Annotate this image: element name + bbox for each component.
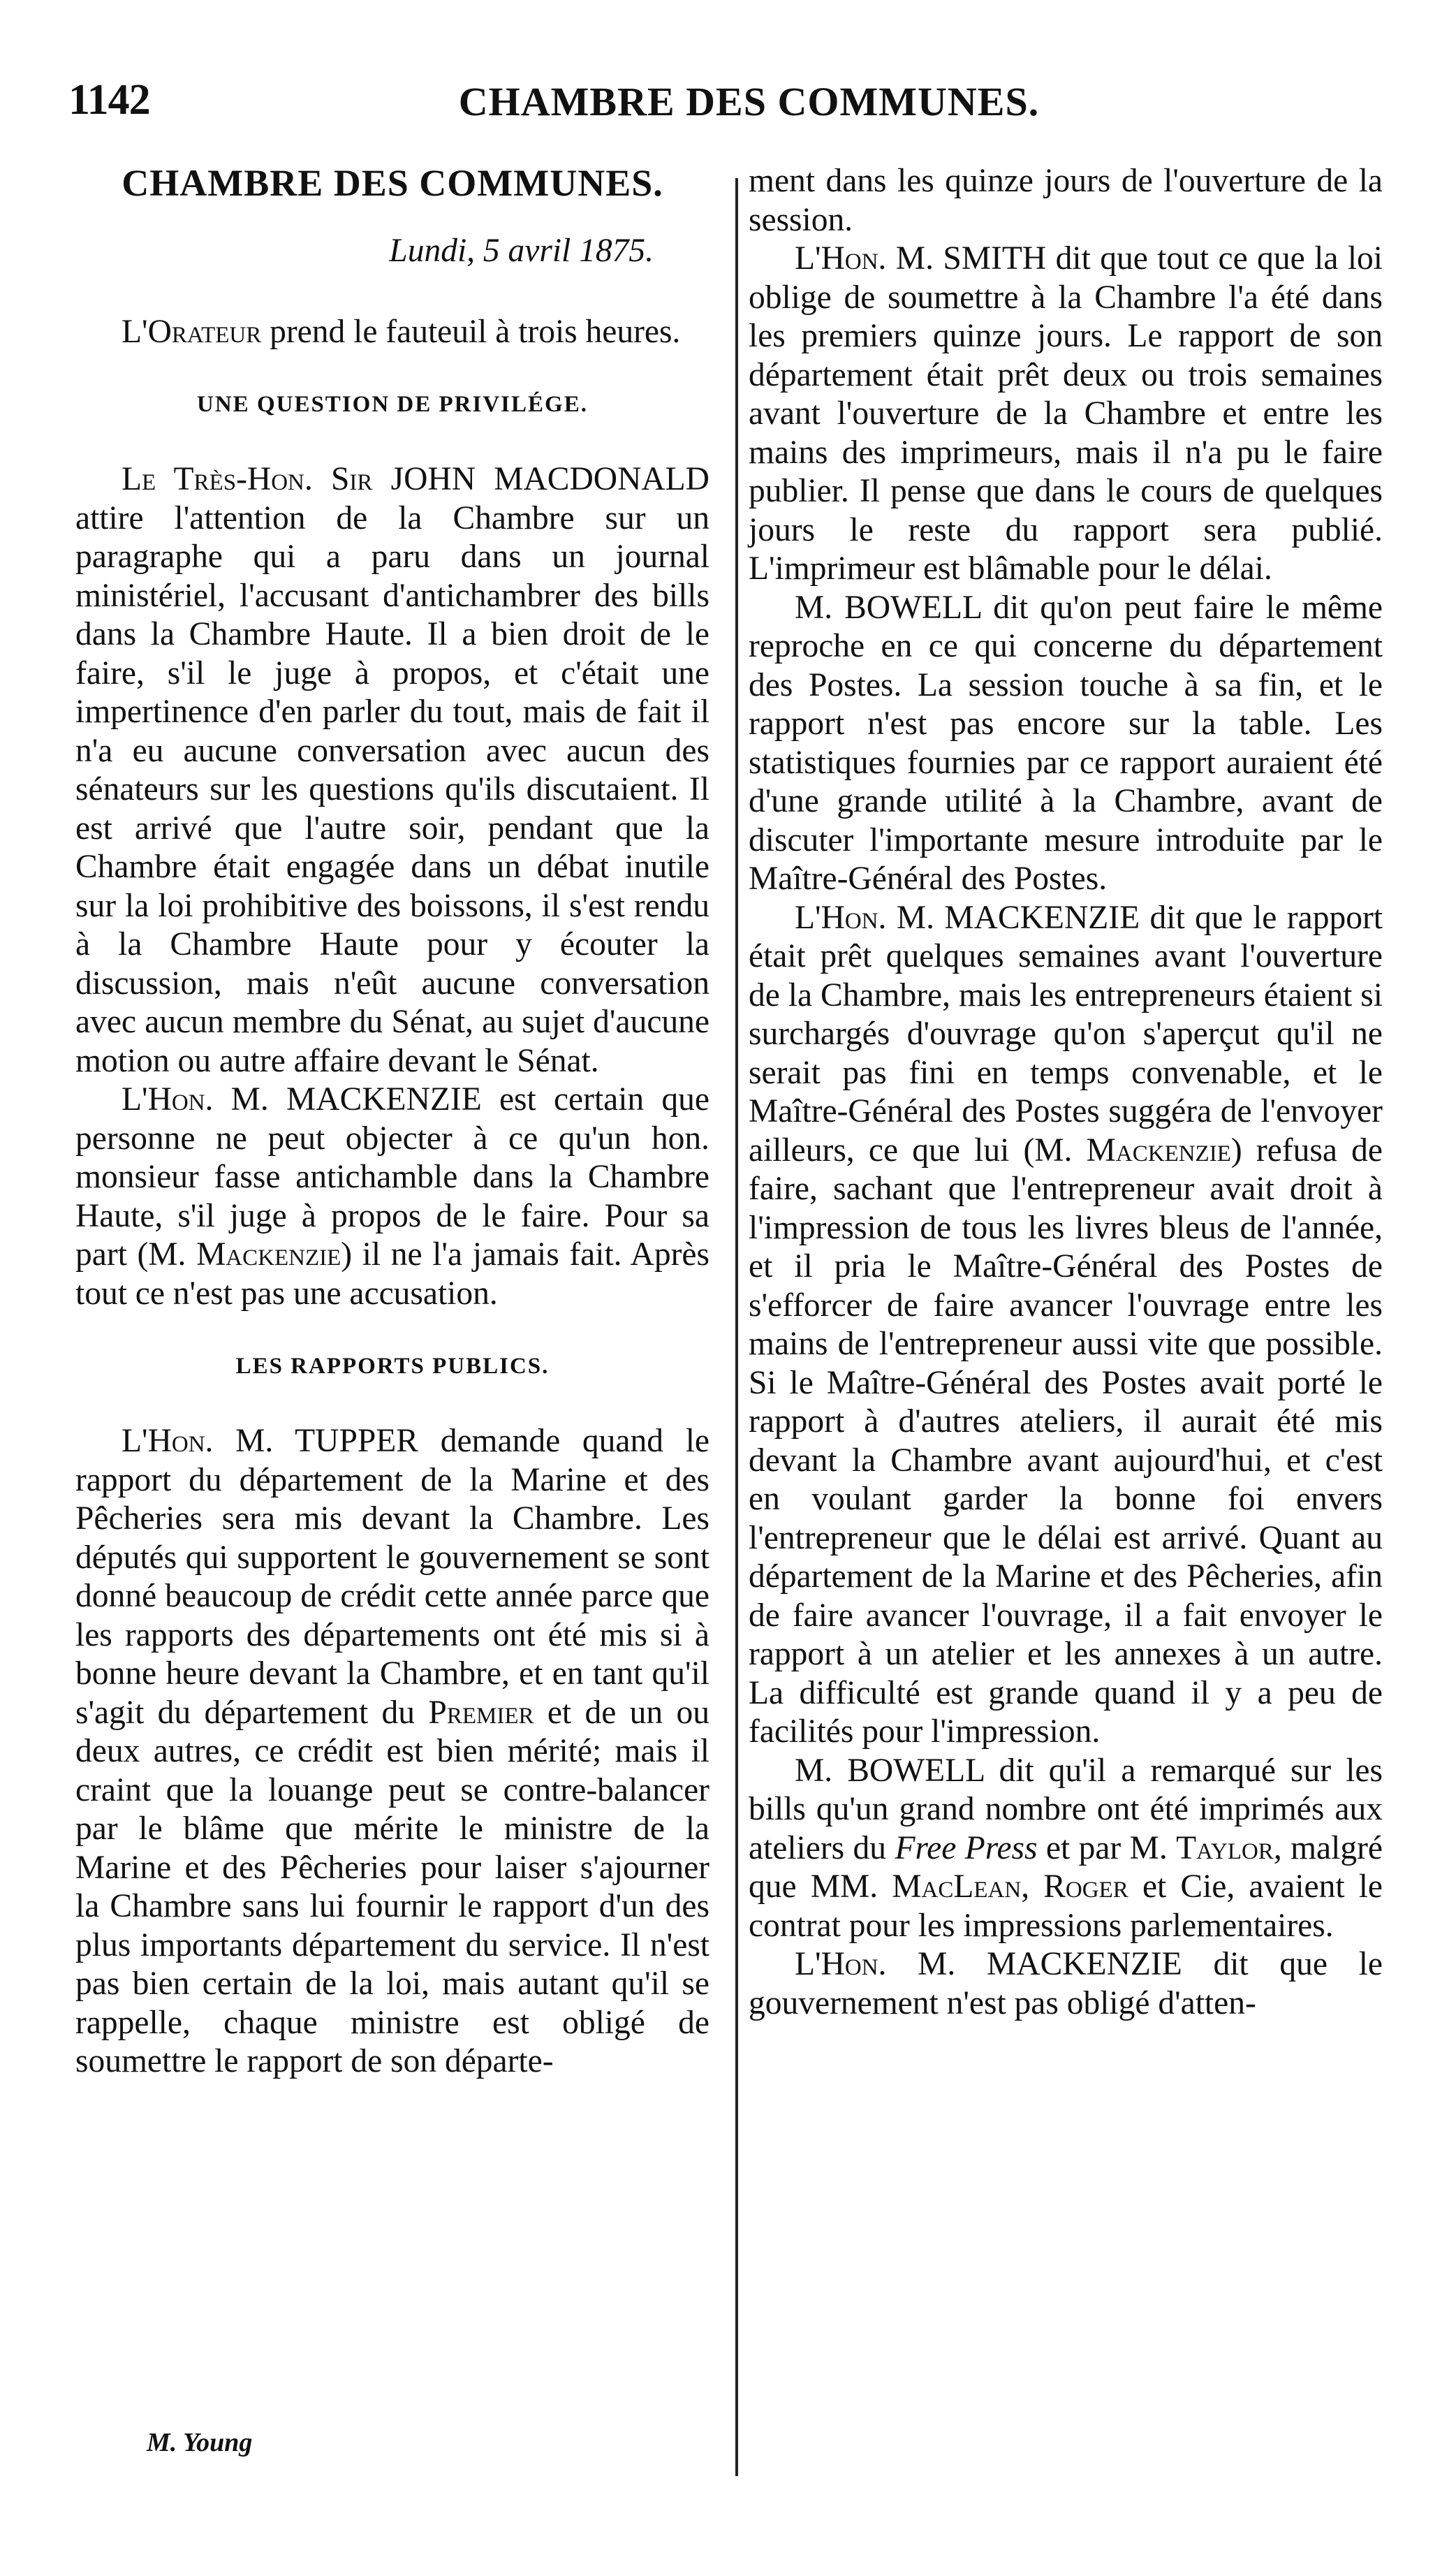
text-run: , (1021, 1868, 1044, 1905)
subhead-privilege: UNE QUESTION DE PRIVILÉGE. (197, 392, 588, 417)
speaker-title: Le Très-Hon. Sir (122, 461, 373, 497)
small-caps-name: Taylor (1176, 1829, 1274, 1866)
page-number: 1142 (68, 76, 150, 124)
section-title: CHAMBRE DES COMMUNES. (122, 162, 663, 204)
paragraph-mackenzie-3 (749, 1945, 1383, 2023)
small-caps-name: Roger (1043, 1868, 1128, 1905)
paragraph-macdonald (75, 460, 709, 1081)
text-run: et par M. (1037, 1829, 1177, 1866)
text-run: et Cie, avaient le contrat pour les impressions parlementaires. (749, 1868, 1383, 1944)
paragraph-tupper (75, 1422, 709, 2081)
text-run: L' (122, 313, 148, 350)
text-run: et de un ou deux autres, ce crédit est bien mérité; mais il craint que la louange peut se contre-balancer par le blâme que mérite le ministre de la Marine et des Pêcheries pour laiser s'ajourner la Chambre sans lui fournir le rapport d'un des plus importants département du service. Il n'est pas bien certain de la loi, mais autant qu'il se rappelle, chaque ministre est obligé de soumettre le rapport de son départe- (75, 1694, 709, 2079)
left-column (75, 162, 709, 2488)
signature-mark: M. Young (147, 2428, 253, 2457)
text-run: MACKENZIE dit que le rapport était prêt quelques semaines avant l'ouverture de la Chambre, mais les entrepreneurs étaient si surchargés d'ouvrage qu'on s'aperçut qu'il ne serait pas fini en temps convenable, et le Maître-Général des Postes suggéra de l'envoyer ailleurs, ce que lui (M. (749, 899, 1383, 1169)
speaker-title: L'Hon. M. (122, 1081, 269, 1118)
paragraph-bowell-2 (749, 1752, 1383, 1946)
text-run: attire l'attention de la Chambre sur un paragraphe qui a paru dans un journal ministériel, l'accusant d'antichambrer des bills dans la Chambre Haute. Il a bien droit de le faire, s'il le juge à propos, et c'était une impertinence d'en parler du tout, mais de fait il n'a eu aucune conversation avec aucun des sénateurs sur les questions qu'ils discutaient. Il est arrivé que l'autre soir, pendant que la Chambre était engagée dans un débat inutile sur la loi prohibitive des boissons, il s'est rendu à la Chambre Haute pour y écouter la discussion, mais n'eût aucune conversation avec aucun membre du Sénat, au sujet d'aucune motion ou autre affaire devant le Sénat. (75, 499, 709, 1079)
text-run: TUPPER demande quand le rapport du département de la Marine et des Pêcheries sera mis devant la Chambre. Les députés qui supportent le gouvernement se sont donné beaucoup de crédit cette année parce que les rapports des départements ont été mis si à bonne heure devant la Chambre, et en tant qu'il s'agit du département du (75, 1423, 709, 1731)
running-head: CHAMBRE DES COMMUNES. (458, 79, 1040, 124)
text-run: SMITH dit que tout ce que la loi oblige de soumettre à la Chambre l'a été dans les premiers quinze jours. Le rapport de son département était prêt deux ou trois semaines avant l'ouverture de la Chambre et entre les mains des imprimeurs, mais il n'a pu le faire publier. Il pense que dans le cours de quelques jours le reste du rapport sera publié. L'imprimeur est blâmable pour le délai. (749, 240, 1383, 587)
text-run: ) refusa de faire, sachant que l'entrepreneur avait droit à l'impression de tous les livres bleus de l'année, et il pria le Maître-Général des Postes de s'efforcer de faire avancer l'ouvrage entre les mains de l'entrepreneur aussi vite que possible. Si le Maître-Général des Postes avait porté le rapport à d'autres ateliers, il aurait été mis devant la Chambre avant aujourd'hui, et c'est en voulant garder la bonne foi envers l'entrepreneur que le délai est arrivé. Quant au département de la Marine et des Pêcheries, afin de faire avancer l'ouvrage, il a fait envoyer le rapport à un atelier et les annexes à un autre. La difficulté est grande quand il y a peu de facilités pour l'impression. (749, 1132, 1383, 1750)
paragraph-orateur (75, 313, 709, 352)
paragraph-mackenzie-2 (749, 899, 1383, 1752)
text-run: , malgré que MM. (749, 1829, 1383, 1905)
column-rule (735, 178, 738, 2476)
italic-title: Free Press (895, 1829, 1038, 1866)
right-column (749, 162, 1383, 2488)
paragraph-bowell-1: M. BOWELL dit qu'on peut faire le même reproche en ce qui concerne du département des Postes. La session touche à sa fin, et le rapport n'est pas encore sur la table. Les statistiques fournies par ce rapport auraient été d'une grande utilité à la Chambre, avant de discuter l'importante mesure introduite par le Maître-Général des Postes. (749, 589, 1383, 897)
text-run: M. BOWELL dit qu'il a remarqué sur les bills qu'un grand nombre ont été imprimés aux ateliers du (749, 1752, 1383, 1866)
small-caps-name: Mackenzie (196, 1236, 341, 1273)
text-run: MACKENZIE est certain que personne ne peut objecter à ce qu'un hon. monsieur fasse antichamble dans la Chambre Haute, s'il juge à propos de le faire. Pour sa part (M. (75, 1081, 710, 1273)
small-caps-name: MacLean (892, 1868, 1022, 1905)
paragraph-smith (749, 240, 1383, 589)
speaker-title: L'Hon. M. (795, 1946, 956, 1982)
speaker-title: L'Hon. M. (795, 899, 934, 936)
paragraph-mackenzie-1 (75, 1081, 709, 1313)
subhead-rapports: LES RAPPORTS PUBLICS. (235, 1354, 550, 1379)
text-run: MACKENZIE dit que le gouvernement n'est pas obligé d'atten- (749, 1946, 1383, 2021)
paragraph-continuation: ment dans les quinze jours de l'ouverture de la session. (749, 163, 1383, 238)
text-run: prend le fauteuil à trois heures. (261, 313, 681, 350)
speaker-title: L'Hon. M. (795, 240, 934, 277)
text-run: ) il ne l'a jamais fait. Après tout ce n'est pas une accusation. (75, 1236, 709, 1312)
speaker-name: Orateur (147, 313, 262, 350)
speaker-title: L'Hon. M. (122, 1423, 274, 1459)
speaker-name: JOHN MACDONALD (372, 461, 709, 497)
small-caps-name: Premier (428, 1694, 534, 1731)
dateline: Lundi, 5 avril 1875. (389, 233, 654, 269)
small-caps-name: Mackenzie (1086, 1132, 1231, 1169)
